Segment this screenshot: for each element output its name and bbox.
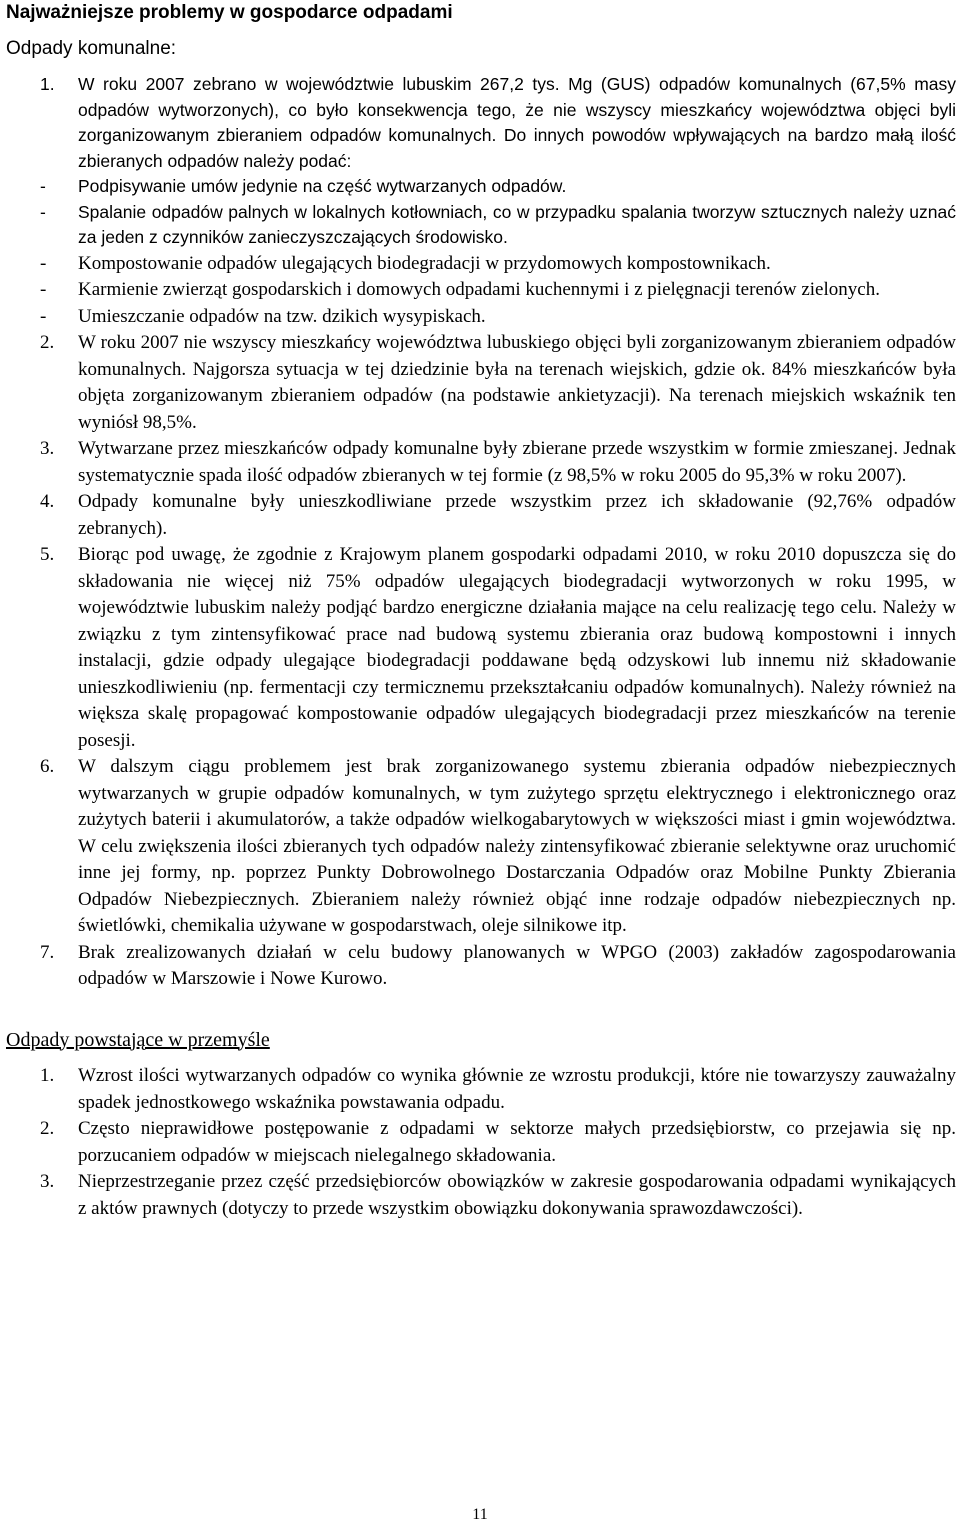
item-text: W dalszym ciągu problemem jest brak zorganizowanego systemu zbierania odpadów niebezpiecznych wytwarzanych w grupie odpadów komunalnych, w tym zużytego sprzętu elektrycznego i elektronicznego oraz zużytych baterii i akumulatorów, a także odpadów wielkogabarytowych w większości miast i gmin województwa. W celu zwiększenia ilości zbieranych tych odpadów należy zintensyfikować zbieranie selektywne oraz uruchomić inne jej formy, np. poprzez Punkty Dobrowolnego Dostarczania Odpadów oraz Mobilne Punkty Zbierania Odpadów Niebezpiecznych. Zbieraniem należy również objąć inne rodzaje odpadów niebezpiecznych np. świetlówki, chemikalia używane w gospodarstwach, oleje silnikowe itp. [78,756,956,936]
item-number: 6. [40,756,55,777]
list-item [6,1169,956,1222]
item-text: Wzrost ilości wytwarzanych odpadów co wynika głównie ze wzrostu produkcji, które nie towarzyszy zauważalny spadek jednostkowego wskaźnika powstawania odpadu. [78,1065,956,1113]
page-number: 11 [472,1506,488,1523]
item-text: W roku 2007 zebrano w województwie lubuskim 267,2 tys. Mg (GUS) odpadów komunalnych (67,5% masy odpadów wytworzonych), co było konsekwencja tego, że nie wszyscy mieszkańcy województwa objęci byli zorganizowanym zbieraniem odpadów komunalnych. Do innych powodów wpływających na bardzo małą ilość zbieranych odpadów należy podać: [78,74,956,171]
document-page [6,0,956,1222]
item-number: 5. [40,544,55,565]
item-text: W roku 2007 nie wszyscy mieszkańcy województwa lubuskiego objęci byli zorganizowanym zbieraniem odpadów komunalnych. Najgorsza sytuacja w tej dziedzinie była na terenach wiejskich, gdzie ok. 84% mieszkańców była objęta zorganizowanym zbieraniem odpadów (na podstawie ankietyzacji). Na terenach miejskich wskaźnik ten wyniósł 98,5%. [78,332,956,433]
item-number: 1. [40,74,55,94]
bullet-text: Spalanie odpadów palnych w lokalnych kotłowniach, co w przypadku spalania tworzyw sztucznych należy uznać za jeden z czynników zanieczyszczających środowisko. [78,201,956,247]
list-item [6,72,956,330]
list-item [6,940,956,993]
item-text: Brak zrealizowanych działań w celu budowy planowanych w WPGO (2003) zakładów zagospodarowania odpadów w Marszowie i Nowe Kurowo. [78,941,956,989]
bullet-text: Karmienie zwierząt gospodarskich i domowych odpadami kuchennymi i z pielęgnacji terenów zielonych. [78,279,880,300]
industrial-waste-list [6,1063,956,1222]
item-number: 7. [40,941,55,963]
bullet-text: Umieszczanie odpadów na tzw. dzikich wysypiskach. [78,305,486,327]
item-number: 2. [40,1118,55,1139]
list-item: - Podpisywanie umów jedynie na część wytwarzanych odpadów. [40,176,567,196]
page-heading: Najważniejsze problemy w gospodarce odpadami [6,2,453,23]
item-number: 2. [40,332,55,353]
list-item [6,1116,956,1169]
section-title-industrial-waste: Odpady powstające w przemyśle [6,1028,270,1051]
item-number: 1. [40,1065,55,1086]
item-text: Wytwarzane przez mieszkańców odpady komunalne były zbierane przede wszystkim w formie zmieszanej. Jednak systematycznie spada ilość odpadów zbieranych w tej formie (z 98,5% w roku 2005 do 95,3% w roku 2007). [78,438,956,486]
list-item [6,436,956,489]
section-title-municipal-waste: Odpady komunalne: [6,38,177,59]
bullet-text: Podpisywanie umów jedynie na część wytwarzanych odpadów. [78,176,567,196]
item-number: 3. [40,1171,55,1192]
item-number: 4. [40,491,55,512]
list-item [6,330,956,436]
list-item [6,754,956,940]
list-item: - Karmienie zwierząt gospodarskich i domowych odpadami kuchennymi i z pielęgnacji terenów zielonych. [40,279,880,300]
list-item [6,1063,956,1116]
list-item: - Umieszczanie odpadów na tzw. dzikich wysypiskach. [40,305,486,327]
item-text: Odpady komunalne były unieszkodliwiane przede wszystkim przez ich składowanie (92,76% odpadów zebranych). [78,491,956,539]
bullet-text: Kompostowanie odpadów ulegających biodegradacji w przydomowych kompostownikach. [78,252,771,274]
reasons-list [40,174,956,330]
item-text: Często nieprawidłowe postępowanie z odpadami w sektorze małych przedsiębiorstw, co przejawia się np. porzucaniem odpadów w miejscach nielegalnego składowania. [78,1118,956,1166]
list-item: - Spalanie odpadów palnych w lokalnych kotłowniach, co w przypadku spalania tworzyw sztucznych należy uznać za jeden z czynników zanieczyszczających środowisko. [40,201,956,247]
list-item [6,489,956,542]
list-item [6,542,956,754]
item-text: Nieprzestrzeganie przez część przedsiębiorców obowiązków w zakresie gospodarowania odpadami wynikających z aktów prawnych (dotyczy to przede wszystkim obowiązku dokonywania sprawozdawczości). [78,1171,956,1219]
item-number: 3. [40,438,55,459]
list-item: - Kompostowanie odpadów ulegających biodegradacji w przydomowych kompostownikach. [40,252,771,274]
municipal-waste-list [6,72,956,993]
item-text: Biorąc pod uwagę, że zgodnie z Krajowym planem gospodarki odpadami 2010, w roku 2010 dopuszcza się do składowania nie więcej niż 75% odpadów ulegających biodegradacji wytworzonych w roku 1995, w województwie lubuskim należy podjąć bardzo energiczne działania mające na celu realizację tego celu. Należy w związku z tym zintensyfikować prace nad budową systemu zbierania oraz budową kompostowni i innych instalacji, gdzie odpady ulegające biodegradacji poddawane będą odzyskowi lub innemu niż składowanie unieszkodliwieniu (np. fermentacji czy termicznemu przekształcaniu odpadów komunalnych). Należy również na większa skalę propagować kompostowanie odpadów ulegających biodegradacji przez mieszkańców na terenie posesji. [78,544,956,751]
